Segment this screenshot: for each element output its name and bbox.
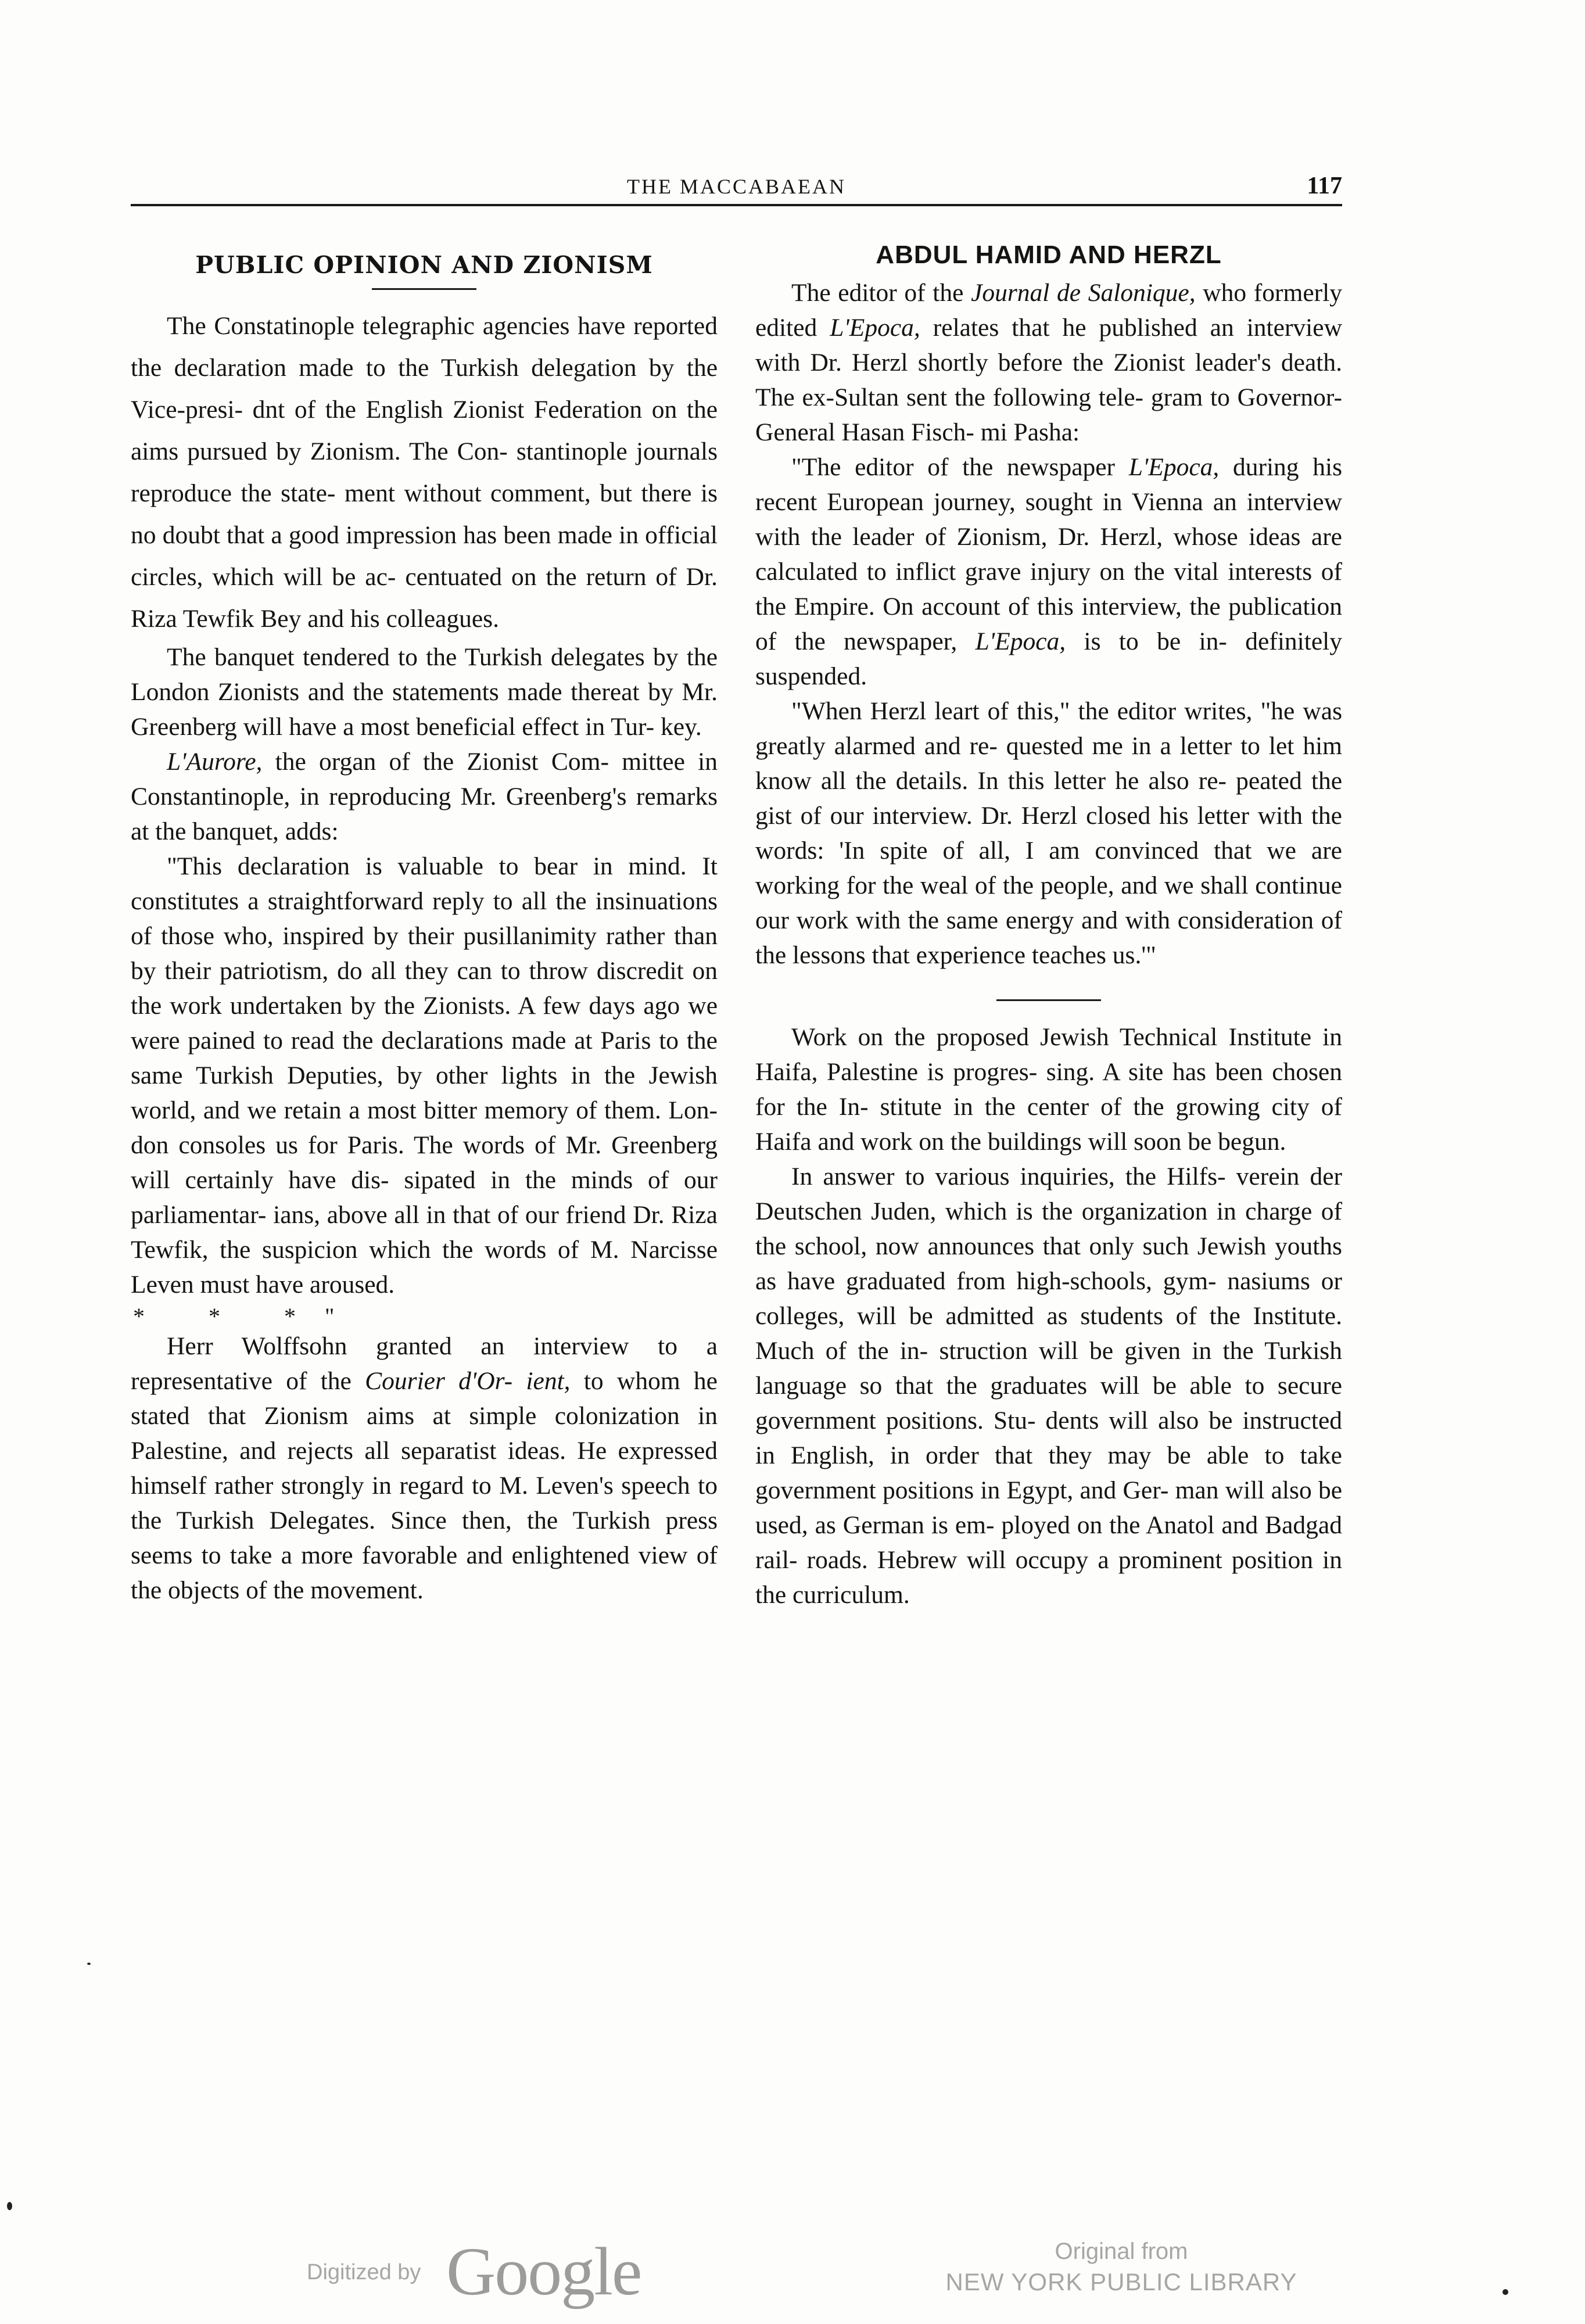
paragraph-text: is to be in- definitely suspended. — [755, 627, 1342, 690]
paragraph-herzl-letter: "When Herzl leart of this," the editor writes, "he was greatly alarmed and re- quested me in a letter to let him know all the details. In this letter he also re- peated the gist of our interview. Dr. Herzl closed his letter with the words: 'In spite of all, I am convinced that we are working for the weal of the people, and we shall continue our work with the same energy and with consideration of the lessons that experience teaches us.'" — [755, 697, 1342, 969]
paragraph-quote: "This declaration is valuable to bear in mind. It constitutes a straightforward reply to all the insinuations of those who, inspired by their pusillanimity rather than by their patriotism, do all they can to throw discredit on the work undertaken by the Zionists. A few days ago we were pained to read the declarations made at Paris to the same Turkish Deputies, by other lights in the Jewish world, and we retain a most bitter memory of them. Lon- don consoles us for Paris. The words of Mr. Greenberg will certainly have dis- sipated in the minds of our parliamentar- ians, above all in that of our friend Dr. Riza Tewfik, the suspicion which the words of M. Narcisse Leven must have aroused. — [131, 852, 718, 1299]
paragraph-text: who formerly edited — [755, 279, 1342, 342]
left-column — [131, 232, 718, 1608]
publication-title: Journal de Salonique, — [971, 279, 1196, 307]
paragraph-text: during his recent European journey, sought in Vienna an interview with the leader of Zionism, Dr. Herzl, whose ideas are calculated to inflict grave injury on the vital interests of the Empire. On account of this interview, the publication of the newspaper, — [755, 453, 1342, 655]
paragraph-banquet: The banquet tendered to the Turkish delegates by the London Zionists and the statements made thereat by Mr. Greenberg will have a most beneficial effect in Tur- key. — [131, 643, 718, 741]
library-name: NEW YORK PUBLIC LIBRARY — [945, 2268, 1297, 2296]
paragraph-intro — [755, 275, 1342, 450]
publication-title: Courier d'Or- ient, — [365, 1367, 571, 1395]
paragraph-text: the organ of the Zionist Com- mittee in Constantinople, in reproducing Mr. Greenberg's remarks at the banquet, adds: — [131, 748, 718, 845]
scan-speck — [1502, 2289, 1508, 2295]
header-rule — [131, 204, 1342, 206]
paragraph-text: to whom he stated that Zionism aims at simple colonization in Palestine, and rejects all separatist ideas. He expressed himself rather strongly in regard to M. Leven's speech to the Turkish Delegates. Since then, the Turkish press seems to take a more favorable and enlightened view of the objects of the movement. — [131, 1367, 718, 1604]
article-heading-abdul-hamid: ABDUL HAMID AND HERZL — [876, 241, 1222, 269]
paragraph-text: relates that he published an interview with Dr. Herzl shortly before the Zionist leader's death. The ex-Sultan sent the following tele- gram to Governor-General Hasan Fisch- mi Pasha: — [755, 314, 1342, 446]
digitized-by-watermark — [307, 2233, 667, 2309]
source-watermark — [918, 2237, 1325, 2298]
publication-title: L'Epoca, — [830, 314, 920, 342]
running-title: THE MACCABAEAN — [626, 175, 846, 198]
publication-title: L'Epoca, — [1128, 453, 1220, 481]
section-rule — [996, 999, 1101, 1001]
paragraph-hilfsverein: In answer to various inquiries, the Hilfs- verein der Deutschen Juden, which is the organization in charge of the school, now announces that only such Jewish youths as have graduated from high-schools, gym- nasiums or colleges, will be admitted as students of the Institute. Much of the in- struction will be given in the Turkish language so that the graduates will be able to secure government positions. Stu- dents will also be instructed in English, in order that they may be able to take government positions in Egypt, and Ger- man will also be used, as German is em- ployed on the Anatol and Badgad rail- roads. Hebrew will occupy a prominent position in the curriculum. — [755, 1163, 1342, 1609]
google-logo: Google — [446, 2233, 641, 2309]
paragraph-text: "The editor of the newspaper — [791, 453, 1129, 481]
digitized-by-text: Digitized by — [307, 2260, 421, 2284]
paragraph-text: Herr Wolffsohn granted an interview to a representative of the — [131, 1332, 718, 1395]
scan-speck — [87, 1963, 91, 1965]
right-column — [755, 232, 1342, 1612]
original-from-text: Original from — [1055, 2239, 1188, 2264]
section-break-stars: * * *" — [133, 1303, 364, 1329]
heading-rule — [372, 288, 476, 290]
paragraph-wolffsohn — [131, 1329, 718, 1608]
paragraph-text: The editor of the — [791, 279, 971, 307]
paragraph-agencies: The Constatinople telegraphic agencies have reported the declaration made to the Turkish delegation by the Vice-presi- dnt of the English Zionist Federation on the aims pursued by Zionism. The Con- stantinople journals reproduce the state- ment without comment, but there is no doubt that a good impression has been made in official circles, which will be ac- centuated on the return of Dr. Riza Tewfik Bey and his colleagues. — [131, 312, 718, 633]
paragraph-telegram — [755, 450, 1342, 694]
paragraph-technical-institute: Work on the proposed Jewish Technical Institute in Haifa, Palestine is progres- sing. A site has been chosen for the In- stitute in the center of the growing city of Haifa and work on the buildings will soon be begun. — [755, 1023, 1342, 1156]
article-heading-public-opinion: PUBLIC OPINION AND ZIONISM — [195, 251, 653, 279]
scan-speck — [7, 2202, 12, 2210]
running-head — [131, 174, 1342, 198]
page-number: 117 — [1307, 173, 1342, 199]
paragraph-aurore — [131, 744, 718, 849]
publication-title: L'Epoca, — [975, 627, 1066, 655]
publication-title: L'Aurore, — [167, 748, 263, 776]
